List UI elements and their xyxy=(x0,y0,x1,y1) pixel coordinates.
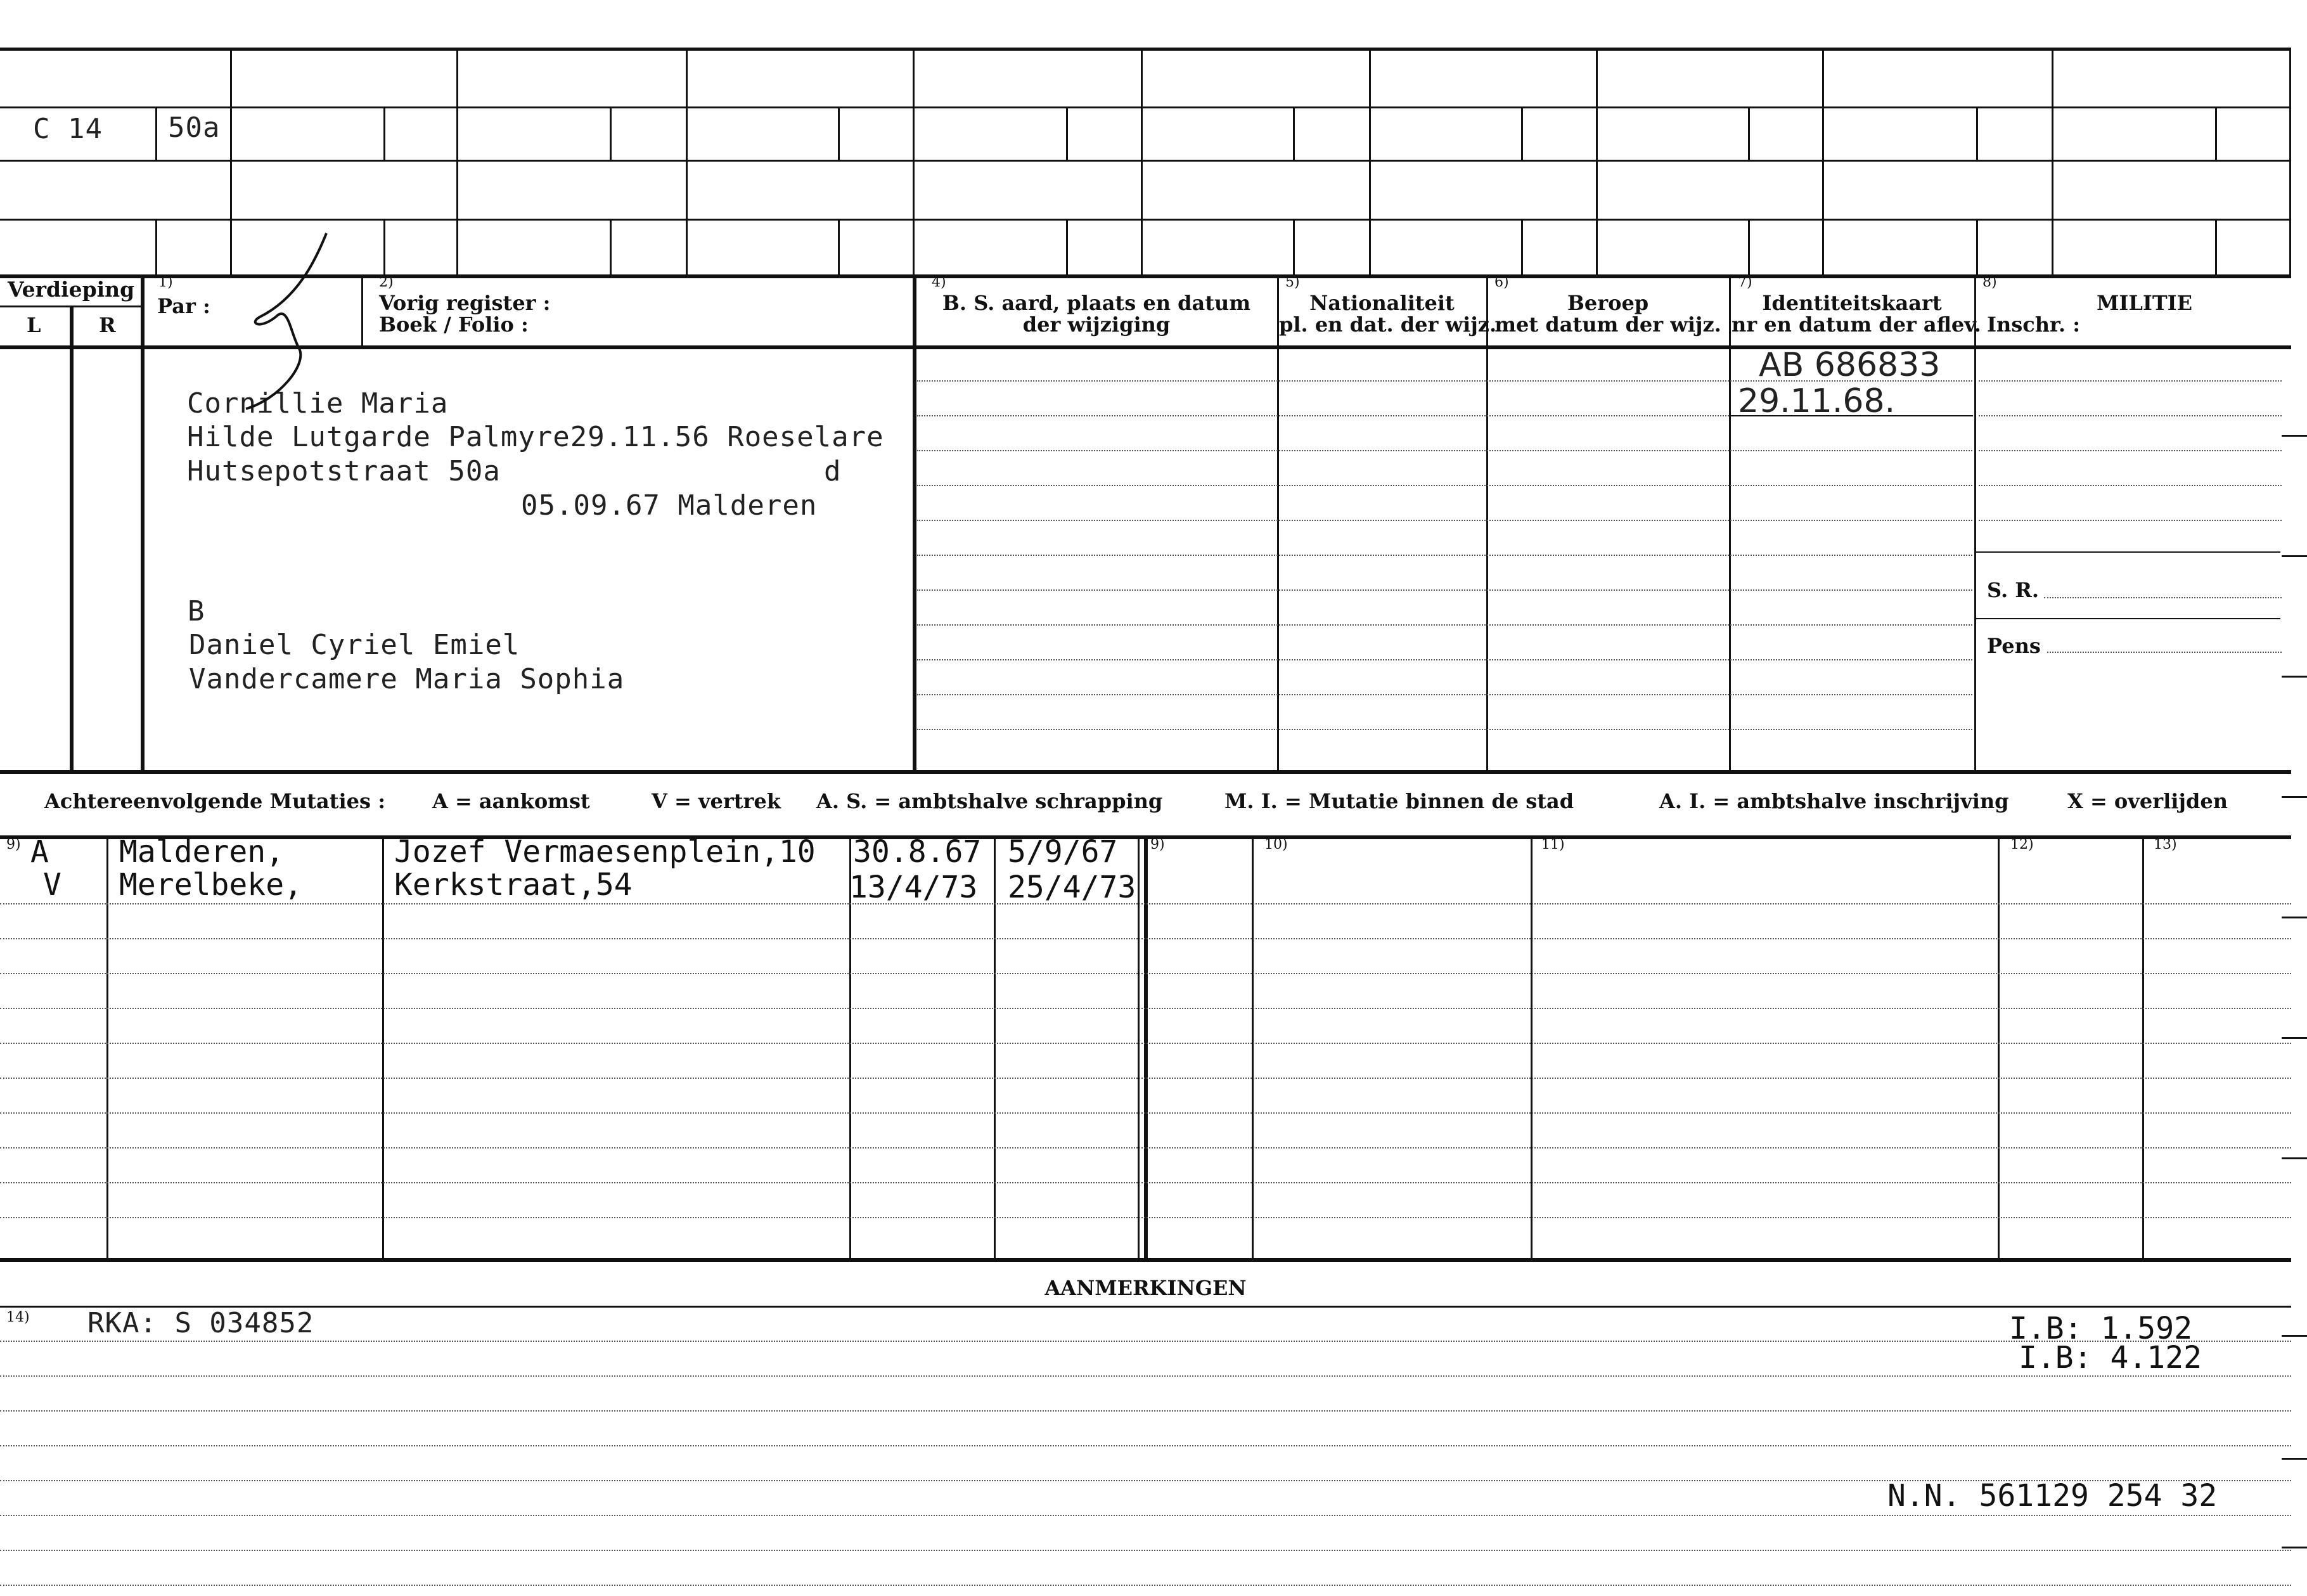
remarks-title: AANMERKINGEN xyxy=(1044,1276,1247,1300)
code-c14: C 14 xyxy=(33,113,103,145)
field-number-14: 14) xyxy=(6,1310,30,1325)
boek-folio-label: Boek / Folio : xyxy=(379,312,529,337)
person-arrival: 05.09.67 Malderen xyxy=(521,489,818,522)
legend-mutatie-binnen-stad: M. I. = Mutatie binnen de stad xyxy=(1224,789,1574,813)
field-number-7: 7) xyxy=(1738,274,1752,290)
bs-label-line2: der wijziging xyxy=(1022,312,1171,337)
mutation-2-date-2: 25/4/73 xyxy=(1008,870,1136,905)
remarks-rka: RKA: S 034852 xyxy=(87,1307,314,1339)
code-50a: 50a xyxy=(168,112,221,144)
mut-col-13-right: 13) xyxy=(2154,837,2177,853)
pens-label: Pens xyxy=(1987,634,2041,658)
mutation-2-type: V xyxy=(43,867,61,903)
field-number-4: 4) xyxy=(932,274,946,290)
legend-overlijden: X = overlijden xyxy=(2067,789,2228,813)
mut-col-12-right: 12) xyxy=(2010,837,2034,853)
field-number-5: 5) xyxy=(1285,274,1300,290)
field-number-1: 1) xyxy=(158,274,173,290)
person-address: Hutsepotstraat 50a xyxy=(187,455,501,487)
col-l-label: L xyxy=(27,313,41,337)
mut-col-9-right: 9) xyxy=(1150,837,1165,853)
vorig-register-label: Vorig register : xyxy=(379,291,551,315)
militie-label: MILITIE xyxy=(2097,291,2193,315)
beroep-label-line1: Beroep xyxy=(1567,291,1649,315)
identiteitskaart-label-line2: nr en datum der aflev. xyxy=(1732,312,1981,337)
sr-label: S. R. xyxy=(1987,578,2039,602)
remarks-nn: N.N. 561129 254 32 xyxy=(1887,1478,2218,1514)
mutation-1-type: A xyxy=(30,834,49,870)
mutation-2-place: Merelbeke, xyxy=(119,867,302,903)
identity-card-date: 29.11.68. xyxy=(1738,382,1896,420)
remarks-ib-1: I.B: 1.592 xyxy=(2009,1311,2192,1346)
mutation-2-address: Kerkstraat,54 xyxy=(394,867,633,903)
person-names-birth: Hilde Lutgarde Palmyre29.11.56 Roeselare xyxy=(187,421,884,453)
nationaliteit-label-line1: Nationaliteit xyxy=(1309,291,1455,315)
verdieping-label: Verdieping xyxy=(8,277,135,302)
mut-col-11-right: 11) xyxy=(1541,837,1565,853)
field-number-2: 2) xyxy=(379,274,394,290)
person-b-label: B xyxy=(188,595,205,627)
remarks-ib-2: I.B: 4.122 xyxy=(2019,1340,2202,1375)
legend-ambtshalve-schrapping: A. S. = ambtshalve schrapping xyxy=(816,789,1163,813)
mutation-2-date-1: 13/4/73 xyxy=(849,870,978,905)
person-name: Cornillie Maria xyxy=(187,387,449,420)
mutation-1-date-2: 5/9/67 xyxy=(1008,834,1118,870)
identiteitskaart-label-line1: Identiteitskaart xyxy=(1762,291,1942,315)
legend-vertrek: V = vertrek xyxy=(652,789,781,813)
signature-stroke xyxy=(241,228,393,418)
mutation-1-date-1: 30.8.67 xyxy=(853,834,982,870)
mut-col-9-left: 9) xyxy=(6,837,21,853)
mutations-title: Achtereenvolgende Mutaties : xyxy=(44,789,385,813)
inschr-label: Inschr. : xyxy=(1987,312,2081,337)
mutation-1-address: Jozef Vermaesenplein,10 xyxy=(394,834,816,870)
mut-col-10-right: 10) xyxy=(1264,837,1288,853)
beroep-label-line2: met datum der wijz. xyxy=(1494,312,1721,337)
col-r-label: R xyxy=(99,313,116,337)
mother-name: Vandercamere Maria Sophia xyxy=(189,663,625,695)
legend-aankomst: A = aankomst xyxy=(432,789,590,813)
field-number-6: 6) xyxy=(1494,274,1509,290)
par-label: Par : xyxy=(157,294,210,318)
mutation-1-place: Malderen, xyxy=(119,834,285,870)
identity-card-number: AB 686833 xyxy=(1759,346,1941,384)
legend-ambtshalve-inschrijving: A. I. = ambtshalve inschrijving xyxy=(1659,789,2009,813)
bs-label-line1: B. S. aard, plaats en datum xyxy=(942,291,1251,315)
father-name: Daniel Cyriel Emiel xyxy=(189,629,520,661)
person-marker: d xyxy=(824,455,842,487)
nationaliteit-label-line2: pl. en dat. der wijz. xyxy=(1279,312,1497,337)
field-number-8: 8) xyxy=(1982,274,1997,290)
